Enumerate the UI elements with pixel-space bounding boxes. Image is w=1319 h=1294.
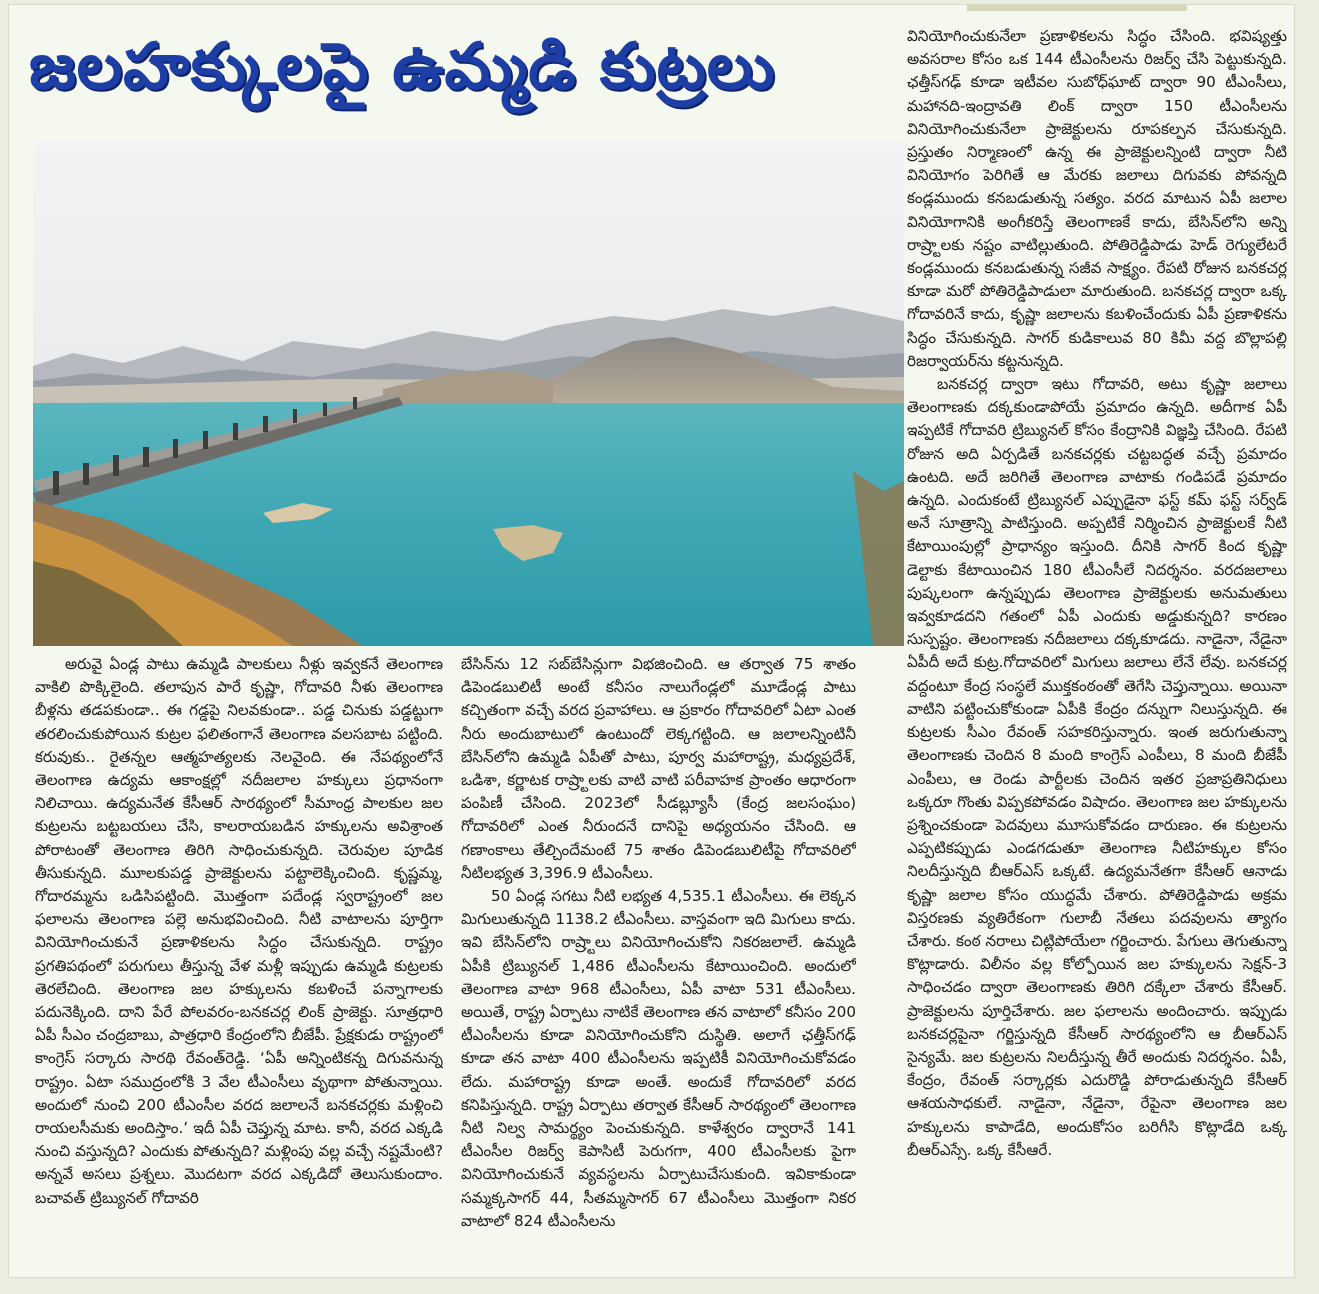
paragraph: అరువై ఏండ్ల పాటు ఉమ్మడి పాలకులు నీళ్లు ఇవ్వకనే తెలంగాణ వాకిలి పొక్కిలైంది. తలాపున పారే కృష్ణా, గోదావరి నీళు తెలంగాణ బీళ్లను తడపకుండా.. ఈ గడ్డపై నిలవకుండా.. పడ్డ చినుకు పడ్డట్టుగా తరలించుకుపోయిన కుట్రల ఫలితంగానే తెలంగాణ వలసబాట పట్టింది. కరువుకు.. రైతన్నల ఆత్మహత్యలకు నెలవైంది. ఈ నేపథ్యంలోనే తెలంగాణ ఉద్యమ ఆకాంక్షల్లో నదీజలాల హక్కులు ప్రధానంగా నిలిచాయి. ఉద్యమనేత కేసీఆర్ సారథ్యంలో సీమాంధ్ర పాలకుల జల కుట్రలను బట్టబయలు చేసి, కాలరాయబడిన హక్కులను అవిశ్రాంత పోరాటంతో తెలంగాణ తిరిగి సాధించుకున్నది. చెరువుల పూడిక తీసుకున్నది. మూలకుపడ్డ ప్రాజెక్టులను పట్టాలెక్కించింది. కృష్ణమ్మ, గోదారమ్మను ఒడిసిపట్టింది. మొత్తంగా పదేండ్ల స్వరాష్ట్రంలో జల ఫలాలను తెలంగాణ పల్లె అనుభవించింది. నీటి వాటాలను పూర్తిగా వినియోగించుకునే ప్రణాళికలను సిద్ధం చేసుకున్నది. రాష్ట్రం ప్రగతిపథంలో పరుగులు తీస్తున్న వేళ మళ్లీ ఇప్పుడు ఉమ్మడి కుట్రలకు తెరలేచింది. తెలంగాణ జల హక్కులను కబళించే పన్నాగాలకు పదునెక్కింది. దాని పేరే పోలవరం-బనకచర్ల లింక్ ప్రాజెక్టు. సూత్రధారి ఏపీ సీఎం చంద్రబాబు, పాత్రధారి కేంద్రంలోని బీజేపీ. ప్రేక్షకుడు రాష్ట్రంలో కాంగ్రెస్ సర్కారు సారథి రేవంత్‌రెడ్డి. ‘ఏపీ అన్నింటికన్న దిగువనున్న రాష్ట్రం. ఏటా సముద్రంలోకి 3 వేల టీఎంసీలు వృథాగా పోతున్నాయి. అందులో నుంచి 200 టీఎంసీల వరద జలాలనే బనకచర్లకు మళ్లించి రాయలసీమకు అందిస్తాం.’ ఇదీ ఏపీ చెప్తున్న మాట. కానీ, వరద ఎక్కడి నుంచి వస్తున్నది? ఎందుకు పోతున్నది? మళ్లింపు వల్ల వచ్చే నష్టమేంటి? అన్నవే అసలు ప్రశ్నలు. మొదటగా వరద ఎక్కడిదో తెలుసుకుందాం. బచావత్ ట్రిబ్యునల్ గోదావరి — [35, 655, 443, 1207]
paragraph: 50 ఏండ్ల సగటు నీటి లభ్యత 4,535.1 టీఎంసీలు. ఈ లెక్కన మిగులుతున్నది 1138.2 టీఎంసీలు. వాస్తవంగా ఇది మిగులు కాదు. ఇవి బేసిన్‌లోని రాష్ర్టాలు వినియోగించుకోని నికరజలాలే. ఉమ్మడి ఏపీకి ట్రిబ్యునల్ 1,486 టీఎంసీలను కేటాయించింది. అందులో తెలంగాణ వాటా 968 టీఎంసీలు, ఏపీ వాటా 531 టీఎంసీలు. అయితే, రాష్ట్ర ఏర్పాటు నాటికే తెలంగాణ తన వాటాలో కనీసం 200 టీఎంసీలను కూడా వినియోగించుకోని దుస్థితి. అలాగే ఛత్తీస్‌గఢ్ కూడా తన వాటా 400 టీఎంసీలను ఇప్పటికీ వినియోగించుకోవడం లేదు. మహారాష్ట్ర కూడా అంతే. అందుకే గోదావరిలో వరద కనిపిస్తున్నది. రాష్ట్ర ఏర్పాటు తర్వాత కేసీఆర్ సారథ్యంలో తెలంగాణ నీటి నిల్వ సామర్థ్యం పెంచుకున్నది. కాళేశ్వరం ద్వారానే 141 టీఎంసీల రిజర్వ్ కెపాసిటీ పెరుగగా, 400 టీఎంసీలకు పైగా వినియోగించుకునే వ్యవస్థలను ఏర్పాటుచేసుకుంది. ఇవికాకుండా సమ్మక్కసాగర్ 44, సీతమ్మసాగర్ 67 టీఎంసీలు మొత్తంగా నికర వాటాలో 824 టీఎంసీలను — [461, 887, 856, 1230]
dam-reservoir-photo — [33, 141, 904, 646]
article-column-3 — [907, 25, 1287, 1275]
top-strip — [967, 5, 1187, 11]
paragraph: బేసిన్‌ను 12 సబ్‌బేసిన్లుగా విభజించింది. ఆ తర్వాత 75 శాతం డిపెండబులిటీ అంటే కనీసం నాలుగేండ్లలో మూడేండ్ల పాటు కచ్చితంగా వచ్చే వరద ప్రవాహాలు. ఆ ప్రకారం గోదావరిలో ఏటా ఎంత నీరు అందుబాటులో ఉంటుందో లెక్కగట్టింది. ఆ జలాలన్నింటినీ బేసిన్‌లోని ఉమ్మడి ఏపీతో పాటు, పూర్వ మహారాష్ట్ర, మధ్యప్రదేశ్, ఒడిశా, కర్ణాటక రాష్ర్టాలకు వాటి వాటి పరీవాహక ప్రాంతం ఆధారంగా పంపిణీ చేసింది. 2023లో సీడబ్ల్యూసీ (కేంద్ర జలసంఘం) గోదావరిలో ఎంత నీరుందనే దానిపై అధ్యయనం చేసింది. ఆ గణాంకాలు తేల్చిందేమంటే 75 శాతం డిపెండబులిటీపై గోదావరిలో నీటిలభ్యత 3,396.9 టీఎంసీలు. — [461, 655, 856, 882]
article-column-1 — [35, 653, 443, 1275]
paragraph: వినియోగించుకునేలా ప్రణాళికలను సిద్ధం చేసింది. భవిష్యత్తు అవసరాల కోసం ఒక 144 టీఎంసీలను రిజర్వ్ చేసి పెట్టుకున్నది. ఛత్తీస్‌గఢ్ కూడా ఇటీవల సుబోధ్‌ఘాట్ ద్వారా 90 టీఎంసీలు, మహానది-ఇంద్రావతి లింక్ ద్వారా 150 టీఎంసీలను వినియోగించుకునేలా ప్రాజెక్టులను రూపకల్పన చేసుకున్నది. ప్రస్తుతం నిర్మాణంలో ఉన్న ఈ ప్రాజెక్టులన్నింటి ద్వారా నీటి వినియోగం పెరిగితే ఆ మేరకు జలాలు దిగువకు పోవన్నది కండ్లముందు కనబడుతున్న సత్యం. వరద మాటున ఏపీ జలాల వినియోగానికి అంగీకరిస్తే తెలంగాణకే కాదు, బేసిన్‌లోని అన్ని రాష్ర్టాలకు నష్టం వాటిల్లుతుంది. పోతిరెడ్డిపాడు హెడ్ రెగ్యులేటరే కండ్లముందు కనబడుతున్న సజీవ సాక్ష్యం. రేపటి రోజున బనకచర్ల కూడా మరో పోతిరెడ్డిపాడులా మారుతుంది. బనకచర్ల ద్వారా ఒక్క గోదావరినే కాదు, కృష్ణా జలాలను కబళించేందుకు ఏపీ ప్రణాళికను సిద్ధం చేసుకున్నది. సాగర్ కుడికాలువ 80 కిమీ వద్ద బొల్లాపల్లి రిజర్వాయర్‌ను కట్టనున్నది. — [907, 27, 1287, 370]
headline: జలహక్కులపై ఉమ్మడి కుట్రలు — [29, 30, 776, 104]
paragraph: బనకచర్ల ద్వారా ఇటు గోదావరి, అటు కృష్ణా జలాలు తెలంగాణకు దక్కకుండాపోయే ప్రమాదం ఉన్నది. అదీగాక ఏపీ ఇప్పటికే గోదావరి ట్రిబ్యునల్ కోసం కేంద్రానికి విజ్ఞప్తి చేసింది. రేపటి రోజున అది ఏర్పడితే బనకచర్లకు చట్టబద్ధత వచ్చే ప్రమాదం ఉంటది. అదే జరిగితే తెలంగాణ వాటాకు గండిపడే ప్రమాదం ఉన్నది. ఎందుకంటే ట్రిబ్యునల్ ఎప్పుడైనా ఫస్ట్ కమ్ ఫస్ట్ సర్వ్‌డ్ అనే సూత్రాన్ని పాటిస్తుంది. అప్పటికే నిర్మించిన ప్రాజెక్టులకే నీటి కేటాయింపుల్లో ప్రాధాన్యం ఇస్తుంది. దీనికి సాగర్ కింద కృష్ణా డెల్టాకు కేటాయించిన 180 టీఎంసీలే నిదర్శనం. వరదజలాలు పుష్కలంగా ఉన్నప్పుడు తెలంగాణ ప్రాజెక్టులకు అనుమతులు ఇవ్వకూడదని గతంలో ఏపీ ఎందుకు అడ్డుకున్నది? కారణం సుస్పష్టం. తెలంగాణకు నదీజలాలు దక్కకూడదు. నాడైనా, నేడైనా ఏపీదీ అదే కుట్ర.గోదావరిలో మిగులు జలాలు లేనే లేవు. బనకచర్ల వద్దంటూ కేంద్ర సంస్థలే ముక్తకంఠంతో తెగేసి చెప్తున్నాయి. అయినా వాటిని పట్టించుకోకుండా ఏపీకి కేంద్రం దన్నుగా నిలుస్తున్నది. ఈ కుట్రలకు సీఎం రేవంత్ సహకరిస్తున్నారు. ఇంత జరుగుతున్నా తెలంగాణకు చెందిన 8 మంది కాంగ్రెస్ ఎంపీలు, 8 మంది బీజేపీ ఎంపీలు, ఆ రెండు పార్టీలకు చెందిన ఇతర ప్రజాప్రతినిధులు ఒక్కరూ గొంతు విప్పకపోవడం విషాదం. తెలంగాణ జల హక్కులను ప్రశ్నించకుండా పెదవులు మూసుకోవడం దారుణం. ఈ కుట్రలను ఎప్పటికప్పుడు ఎండగడుతూ తెలంగాణ నీటిహక్కుల కోసం నిలదీస్తున్నది బీఆర్‌ఎస్ ఒక్కటే. ఉద్యమనేతగా కేసీఆర్ ఆనాడు కృష్ణా జలాల కోసం యుద్ధమే చేశారు. పోతిరెడ్డిపాడు అక్రమ విస్తరణకు వ్యతిరేకంగా గులాబీ నేతలు పదవులను త్యాగం చేశారు. కంఠ నరాలు చిట్లిపోయేలా గర్జించారు. పేగులు తెగుతున్నా కొట్లాడారు. విలీనం వల్ల కోల్పోయిన జల హక్కులను సెక్షన్-3 సాధించడం ద్వారా తెలంగాణకు తిరిగి దక్కేలా చేశారు కేసీఆర్. ప్రాజెక్టులను పూర్తిచేశారు. జల ఫలాలను అందించారు. ఇప్పుడు బనకచర్లపైనా గర్జిస్తున్నది కేసీఆర్ సారథ్యంలోని ఆ బీఆర్‌ఎస్ సైన్యమే. జల కుట్రలను నిలదీస్తున్న తీరే అందుకు నిదర్శనం. ఏపీ, కేంద్రం, రేవంత్ సర్కార్లకు ఎదురొడ్డి పోరాడుతున్నది కేసీఆర్ ఆశయసాధకులే. నాడైనా, నేడైనా, రేపైనా తెలంగాణ జల హక్కులను కాపాడేది, అందుకోసం బరిగీసి కొట్లాడేది ఒక్క బీఆర్‌ఎస్సే. ఒక్క కేసీఆరే. — [907, 375, 1287, 1159]
newspaper-page — [8, 4, 1295, 1278]
article-column-2 — [461, 653, 856, 1275]
